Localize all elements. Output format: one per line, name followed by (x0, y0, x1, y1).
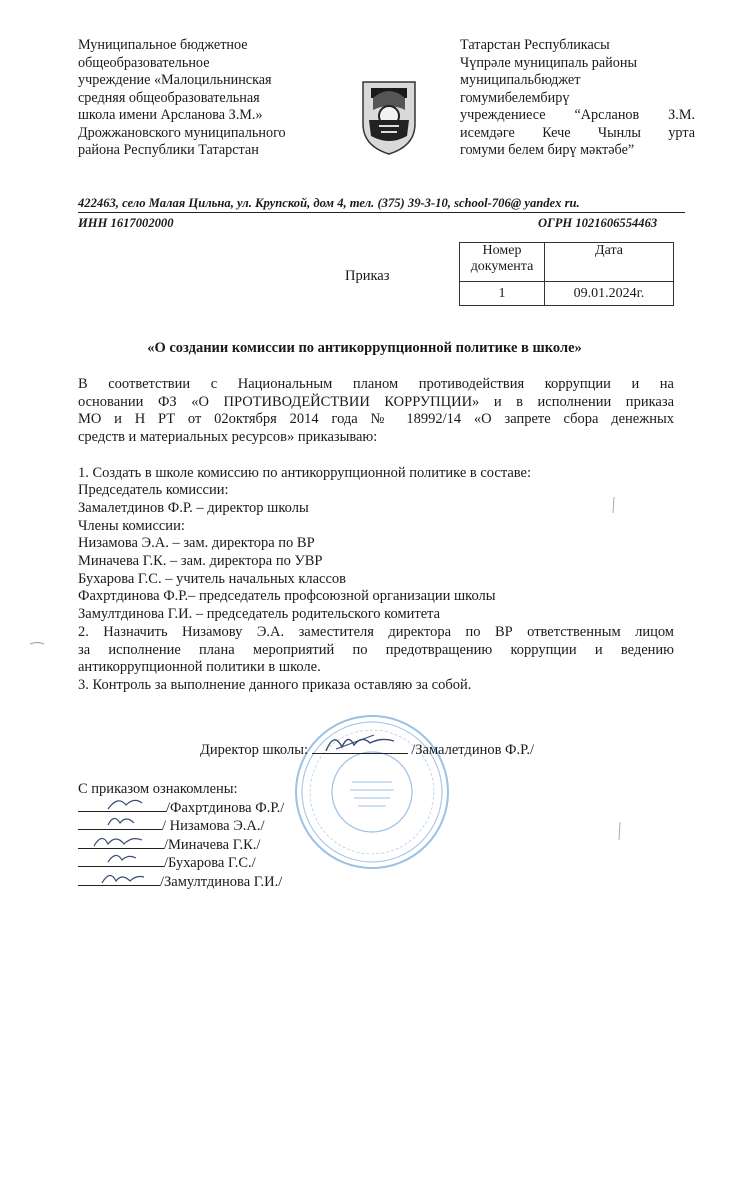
item-2-line: 2. Назначить Низамову Э.А. заместителя директора по ВР ответственным лицом (78, 623, 674, 640)
school-emblem (349, 76, 429, 156)
acknowledgement-name: /Фахртдинова Ф.Р./ (166, 799, 285, 816)
member-item: Фахртдинова Ф.Р.– председатель профсоюзной организации школы (78, 588, 496, 605)
members-label: Члены комиссии: (78, 517, 185, 534)
header-left-line: средняя общеобразовательная (78, 89, 260, 106)
member-item: Бухарова Г.С. – учитель начальных классов (78, 570, 347, 587)
signature-icon (312, 729, 408, 755)
member-item: Миначева Г.К. – зам. директора по УВР (78, 553, 323, 570)
signature-field (78, 799, 166, 812)
school-address: 422463, село Малая Цильна, ул. Крупской, дом 4, тел. (375) 39-3-10, school-706@ yandex ru. (78, 196, 580, 210)
ogrn-number: ОГРН 1021606554463 (538, 216, 658, 230)
director-signature-field (312, 741, 408, 754)
scan-mark (612, 497, 615, 513)
signature-icon (78, 811, 162, 831)
header-left-line: Дрожжановского муниципального (78, 124, 286, 141)
member-item: Низамова Э.А. – зам. директора по ВР (78, 535, 315, 552)
acknowledgement-label: С приказом ознакомлены: (78, 781, 238, 797)
document-number: 1 (460, 282, 545, 306)
header-right-line: гомумибелембирү (460, 89, 570, 106)
director-signature-line (200, 741, 534, 759)
document-registration-table (459, 242, 674, 306)
preamble-line: основании ФЗ «О ПРОТИВОДЕЙСТВИИ КОРРУПЦИИ» и в исполнении приказа (78, 393, 674, 410)
acknowledgement-block (78, 780, 284, 892)
acknowledgement-name: /Миначева Г.К./ (164, 836, 261, 853)
header-right-line: исемдәге Кече Чынлы урта (460, 124, 695, 141)
acknowledgement-row (78, 873, 284, 892)
chair-name: Замалетдинов Ф.Р. – директор школы (78, 499, 309, 516)
acknowledgement-name: /Бухарова Г.С./ (164, 855, 256, 872)
order-title: «О создании комиссии по антикоррупционной политике в школе» (147, 340, 582, 356)
director-label: Директор школы: (200, 742, 308, 758)
item-3: 3. Контроль за выполнение данного приказа оставляю за собой. (78, 676, 472, 693)
item-1: 1. Создать в школе комиссию по антикоррупционной политике в составе: (78, 464, 532, 481)
order-heading: Приказ (345, 268, 390, 284)
emblem-icon (349, 76, 429, 156)
header-left-line: учреждение «Малоцильнинская (78, 72, 272, 88)
header-left-line: школа имени Арсланова З.М.» (78, 107, 263, 123)
inn-number: ИНН 1617002000 (78, 216, 174, 230)
table-header-date: Дата (545, 243, 674, 282)
acknowledgement-name: / Низамова Э.А./ (162, 818, 265, 835)
signature-icon (78, 793, 166, 813)
table-header-number: Номер документа (460, 243, 545, 282)
signature-field (78, 836, 164, 849)
member-item: Замултдинова Г.И. – председатель родительского комитета (78, 606, 441, 623)
signature-field (78, 817, 162, 830)
item-2-line: антикоррупционной политики в школе. (78, 659, 321, 676)
preamble-line: В соответствии с Национальным планом противодействия коррупции и на (78, 376, 674, 392)
header-left-line: Муниципальное бюджетное (78, 37, 248, 53)
header-left-block (78, 37, 328, 160)
scan-mark (618, 822, 621, 840)
acknowledgement-name: /Замултдинова Г.И./ (160, 873, 283, 890)
signature-icon (78, 848, 164, 868)
signature-icon (78, 867, 160, 887)
preamble-line: средств и материальных ресурсов» приказываю: (78, 429, 378, 446)
header-left-line: района Республики Татарстан (78, 142, 259, 158)
header-right-line: учреждениесе “Арсланов З.М. (460, 107, 695, 123)
signature-icon (78, 830, 164, 850)
header-right-line: гомуми белем бирү мәктәбе” (460, 142, 635, 158)
signature-field (78, 854, 164, 867)
chair-label: Председатель комиссии: (78, 482, 229, 499)
header-right-line: Чүпрәле муниципаль районы (460, 54, 637, 71)
signature-field (78, 873, 160, 886)
order-body (78, 376, 674, 695)
header-right-block (460, 37, 695, 160)
scan-mark (30, 632, 44, 636)
header-left-line: общеобразовательное (78, 54, 210, 71)
director-name: /Замалетдинов Ф.Р./ (411, 742, 535, 758)
header-right-line: муниципальбюджет (460, 72, 581, 88)
item-2-line: за исполнение плана мероприятий по предотвращению коррупции и ведению (78, 641, 674, 658)
preamble-line: МО и Н РТ от 02октября 2014 года № 18992/14 «О запрете сбора денежных (78, 411, 674, 428)
document-date: 09.01.2024г. (545, 282, 674, 306)
preamble (78, 376, 674, 447)
header-divider (78, 212, 685, 213)
header-right-line: Татарстан Республикасы (460, 37, 610, 53)
